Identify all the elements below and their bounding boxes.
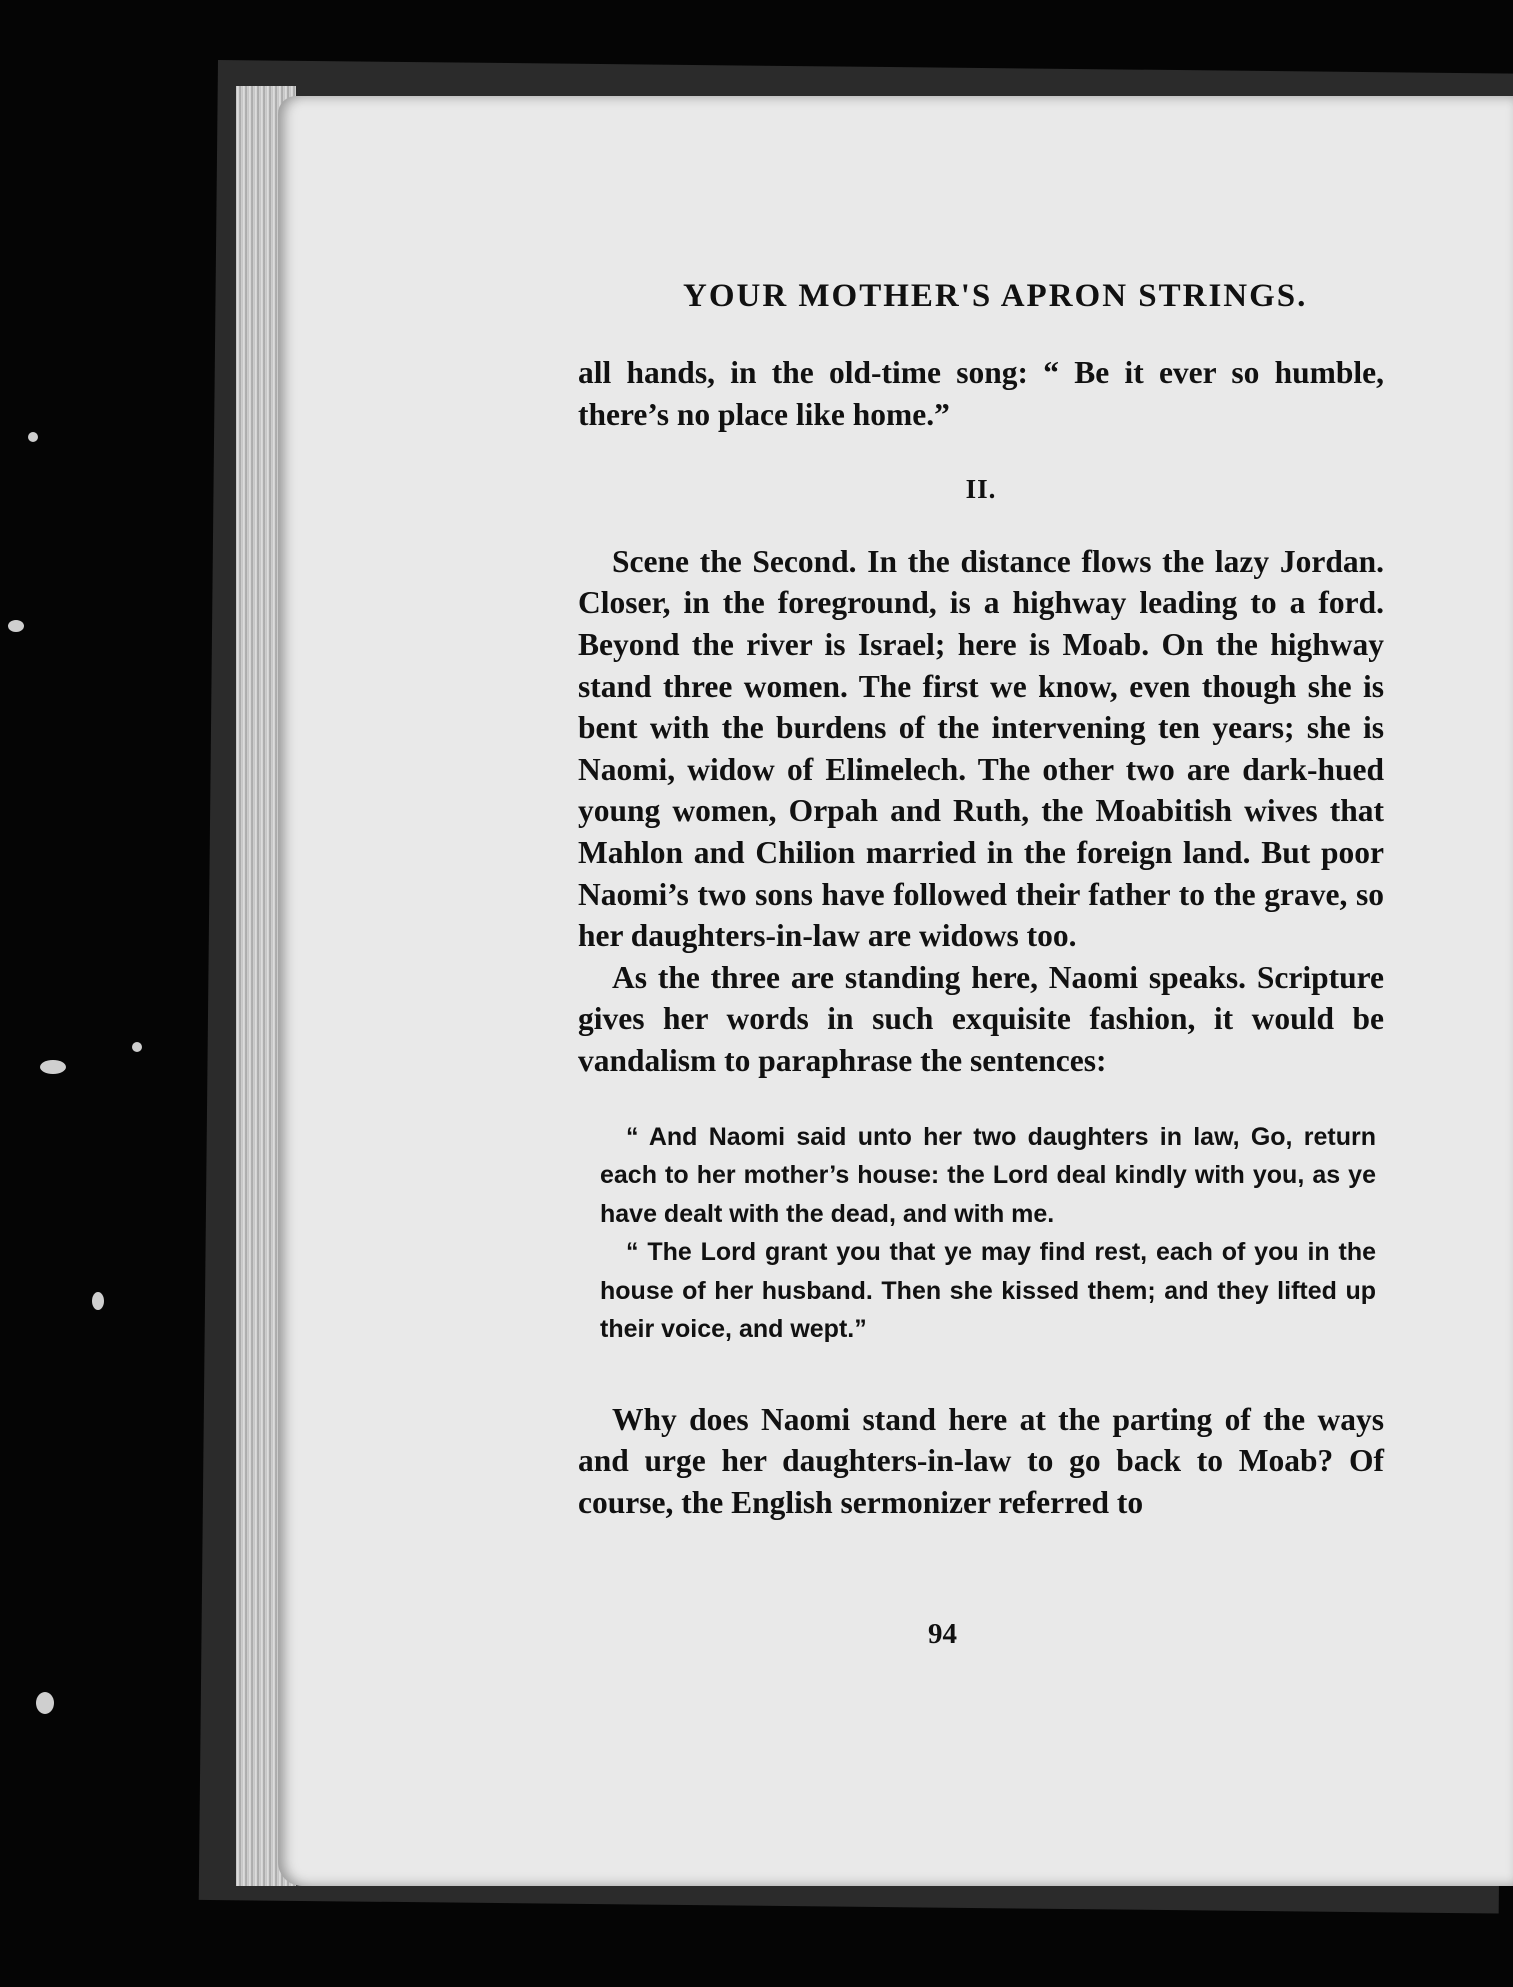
scripture-quote-2: “ The Lord grant you that ye may find rest, each of you in the house of her husband. Then she kissed them; and they lifted up their voice, and wept.” (600, 1238, 1376, 1343)
scripture-quote-1: “ And Naomi said unto her two daughters in law, Go, return each to her mother’s house: the Lord deal kindly with you, as ye have dealt with the dead, and with me. (600, 1122, 1376, 1228)
scan-speck (8, 620, 24, 632)
paragraph-continued: all hands, in the old-time song: “ Be it ever so humble, there’s no place like home.” (578, 355, 1384, 432)
scan-speck (28, 432, 38, 442)
page-number: 94 (928, 1618, 957, 1650)
paragraph-why: Why does Naomi stand here at the parting of the ways and urge her daughters-in-law to go back to Moab? Of course, the English sermonizer referred to (578, 1401, 1384, 1520)
scan-speck (132, 1042, 142, 1052)
paragraph-naomi-speaks: As the three are standing here, Naomi speaks. Scripture gives her words in such exquisite fashion, it would be vandalism to paraphrase the sentences: (578, 959, 1384, 1078)
section-number: II. (965, 474, 997, 505)
scan-speck (92, 1292, 104, 1310)
paragraph-scene: Scene the Second. In the distance flows the lazy Jordan. Closer, in the foreground, is a highway leading to a ford. Beyond the river is Israel; here is Moab. On the highway stand three women. The first we know, even though she is bent with the burdens of the intervening ten years; she is Naomi, widow of Elimelech. The other two are dark-hued young women, Orpah and Ruth, the Moabitish wives that Mahlon and Chilion married in the foreign land. But poor Naomi’s two sons have followed their father to the grave, so her daughters-in-law are widows too. (578, 543, 1384, 954)
scan-speck (36, 1692, 54, 1714)
running-head: YOUR MOTHER'S APRON STRINGS. (683, 278, 1308, 314)
scan-speck (40, 1060, 66, 1074)
body-text (578, 352, 1384, 1523)
